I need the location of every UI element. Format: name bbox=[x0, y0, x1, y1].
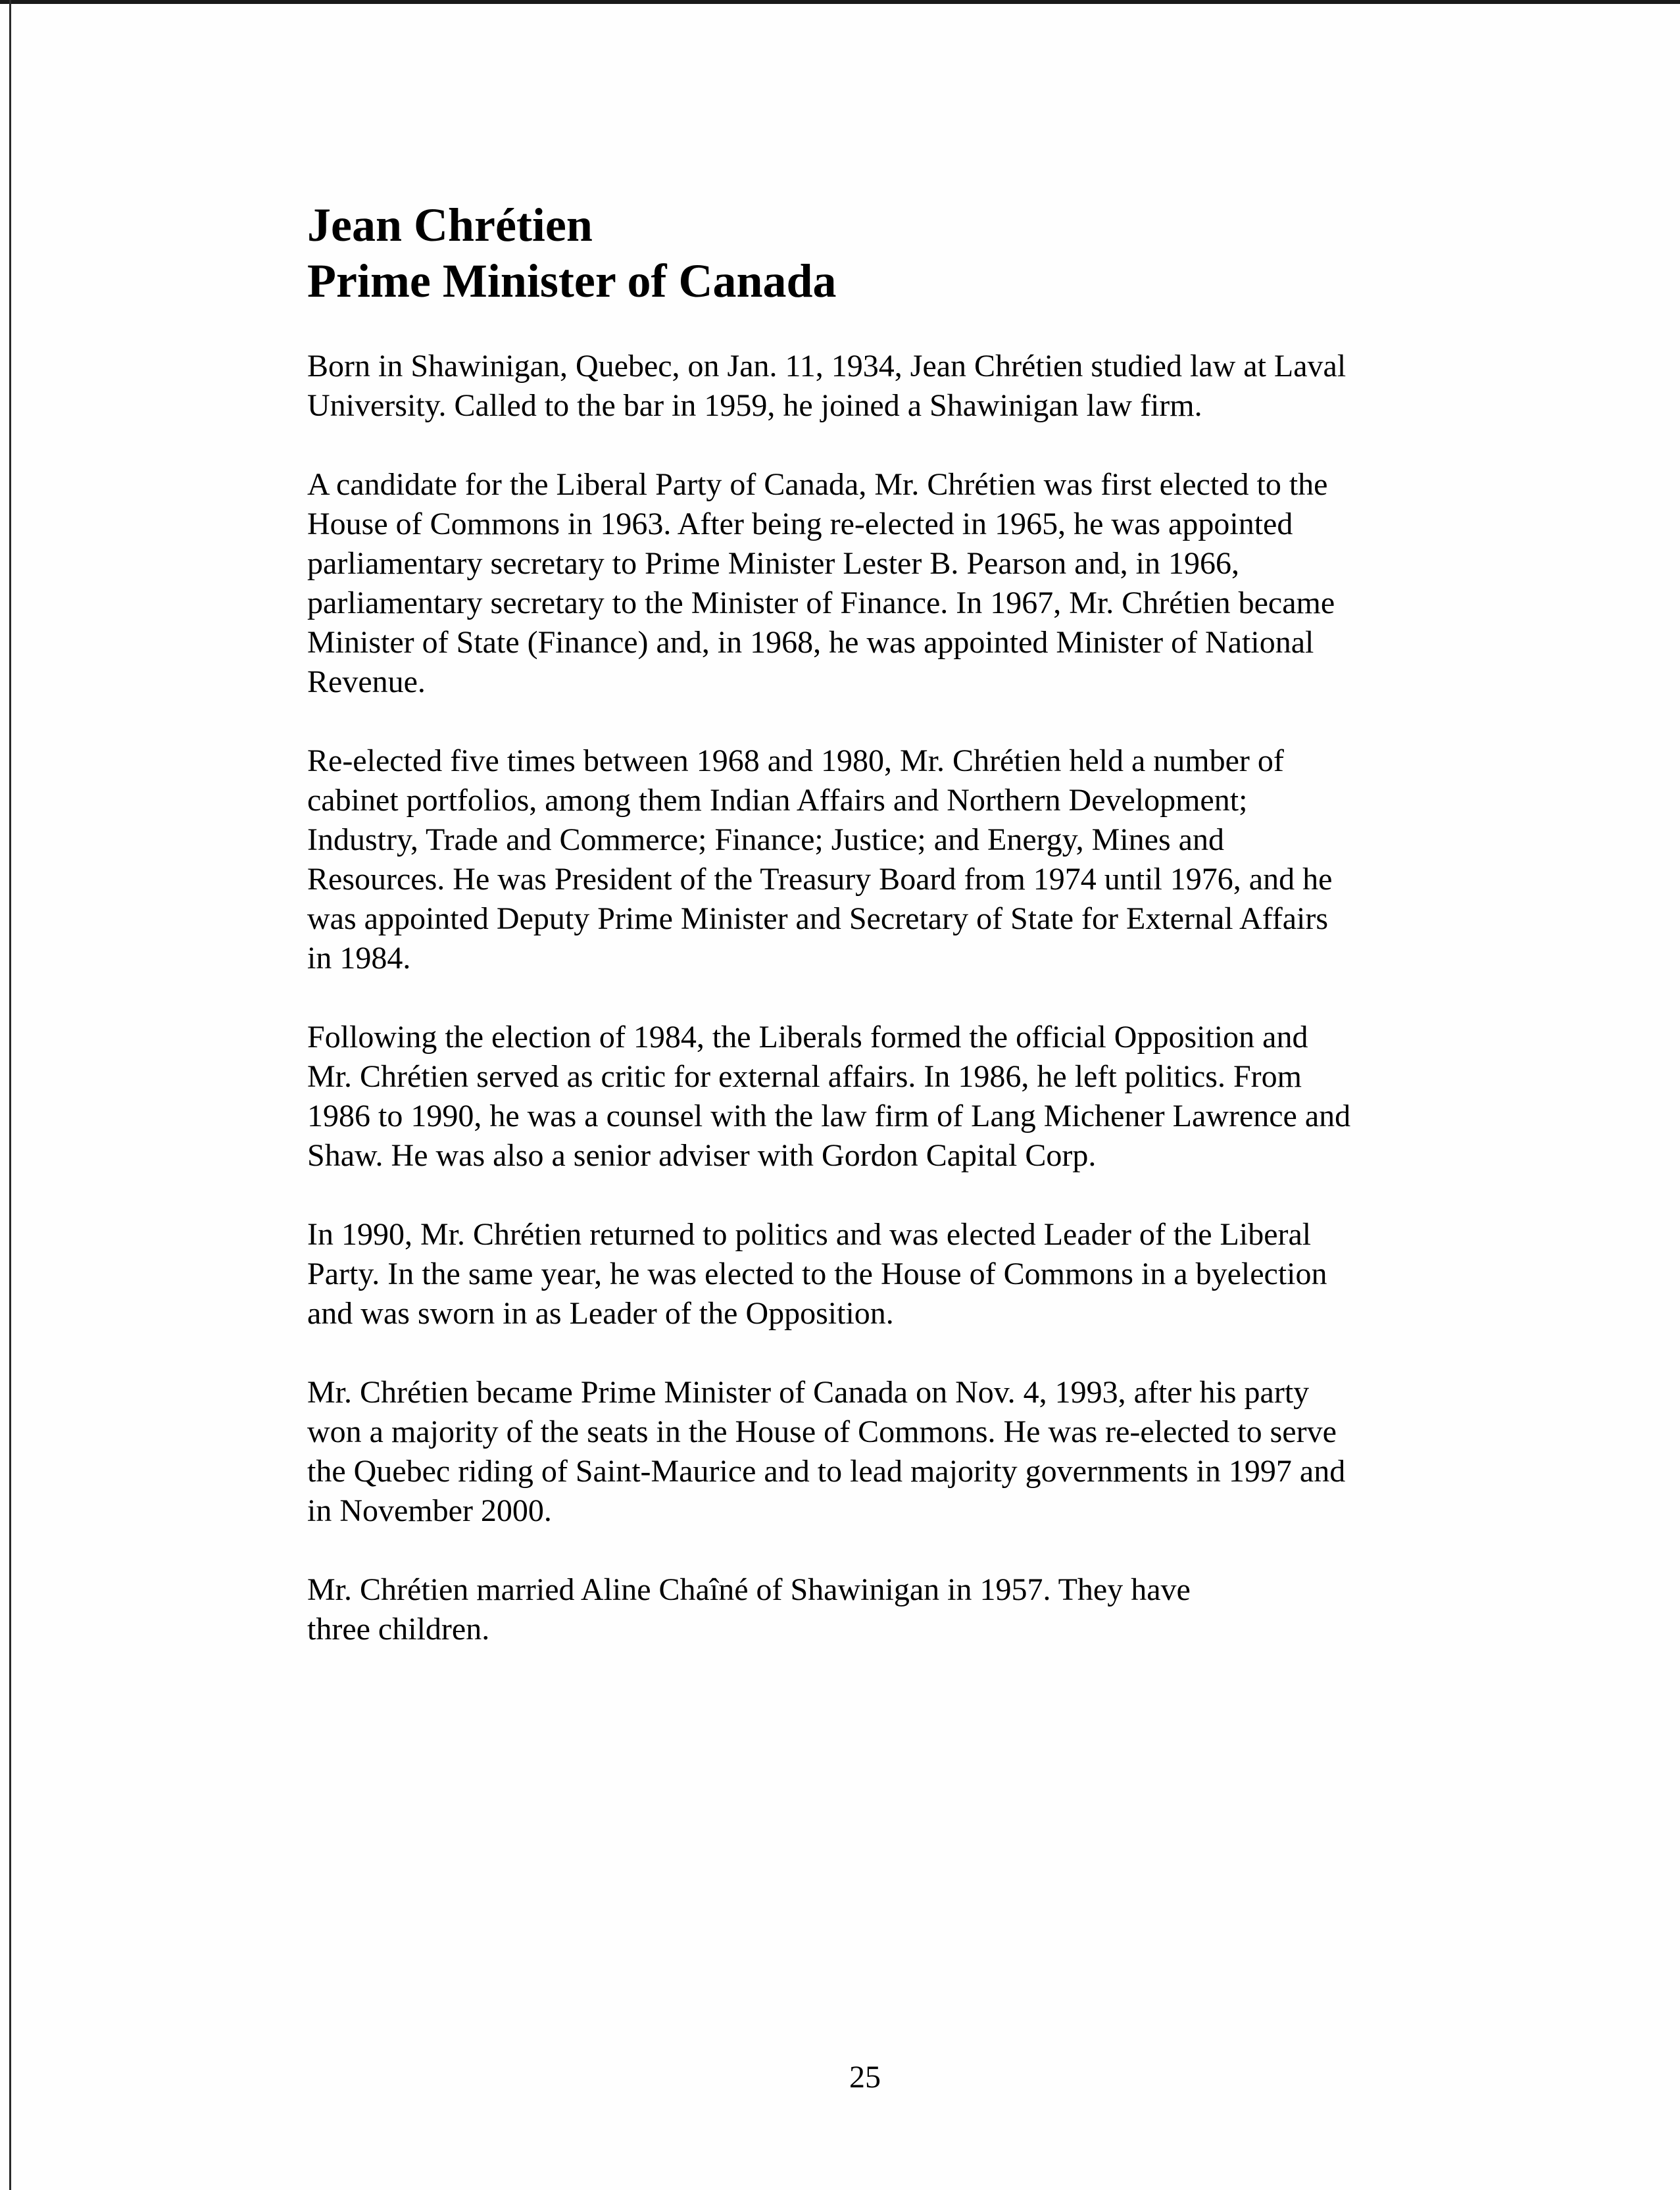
text-line: House of Commons in 1963. After being re-elected in 1965, he was appointed bbox=[307, 507, 1293, 541]
text-line: Party. In the same year, he was elected to the House of Commons in a byelection bbox=[307, 1257, 1327, 1291]
title-position: Prime Minister of Canada bbox=[307, 255, 837, 307]
text-line: Born in Shawinigan, Quebec, on Jan. 11, 1934, Jean Chrétien studied law at Laval bbox=[307, 349, 1346, 384]
text-line: Minister of State (Finance) and, in 1968, he was appointed Minister of National bbox=[307, 625, 1314, 660]
text-line: Shaw. He was also a senior adviser with Gordon Capital Corp. bbox=[307, 1138, 1097, 1173]
text-line: parliamentary secretary to Prime Minister Lester B. Pearson and, in 1966, bbox=[307, 546, 1239, 581]
biography-body bbox=[307, 347, 1439, 1689]
paragraph-early-career bbox=[307, 465, 1439, 702]
text-line: Mr. Chrétien served as critic for external affairs. In 1986, he left politics. From bbox=[307, 1059, 1302, 1094]
text-line: In 1990, Mr. Chrétien returned to politics and was elected Leader of the Liberal bbox=[307, 1217, 1312, 1252]
text-line: the Quebec riding of Saint-Maurice and to lead majority governments in 1997 and bbox=[307, 1454, 1346, 1489]
text-line: Following the election of 1984, the Liberals formed the official Opposition and bbox=[307, 1020, 1308, 1055]
page-number: 25 bbox=[849, 2060, 881, 2095]
text-line: Industry, Trade and Commerce; Finance; Justice; and Energy, Mines and bbox=[307, 822, 1224, 857]
text-line: was appointed Deputy Prime Minister and Secretary of State for External Affairs bbox=[307, 901, 1329, 936]
paragraph-cabinet bbox=[307, 741, 1439, 978]
text-line: parliamentary secretary to the Minister of Finance. In 1967, Mr. Chrétien became bbox=[307, 585, 1335, 620]
paragraph-family bbox=[307, 1570, 1439, 1649]
text-line: Re-elected five times between 1968 and 1980, Mr. Chrétien held a number of bbox=[307, 743, 1284, 778]
text-line: Resources. He was President of the Treasury Board from 1974 until 1976, and he bbox=[307, 862, 1333, 897]
text-line: cabinet portfolios, among them Indian Affairs and Northern Development; bbox=[307, 783, 1248, 818]
paragraph-return bbox=[307, 1215, 1439, 1333]
text-line: in 1984. bbox=[307, 941, 411, 976]
text-line: three children. bbox=[307, 1612, 490, 1647]
text-line: and was sworn in as Leader of the Opposition. bbox=[307, 1296, 894, 1331]
text-line: in November 2000. bbox=[307, 1493, 552, 1528]
text-line: 1986 to 1990, he was a counsel with the law firm of Lang Michener Lawrence and bbox=[307, 1099, 1351, 1133]
paragraph-opposition bbox=[307, 1018, 1439, 1176]
page-title bbox=[307, 197, 1491, 309]
paragraph-prime-minister bbox=[307, 1373, 1439, 1531]
text-line: Mr. Chrétien became Prime Minister of Canada on Nov. 4, 1993, after his party bbox=[307, 1375, 1310, 1410]
text-line: Revenue. bbox=[307, 664, 426, 699]
text-line: University. Called to the bar in 1959, he joined a Shawinigan law firm. bbox=[307, 388, 1202, 423]
text-line: won a majority of the seats in the House of Commons. He was re-elected to serve bbox=[307, 1414, 1337, 1449]
text-line: A candidate for the Liberal Party of Canada, Mr. Chrétien was first elected to the bbox=[307, 467, 1328, 502]
title-name: Jean Chrétien bbox=[307, 199, 593, 251]
text-line: Mr. Chrétien married Aline Chaîné of Shawinigan in 1957. They have bbox=[307, 1572, 1191, 1607]
paragraph-birth bbox=[307, 347, 1439, 426]
scan-edge-left bbox=[9, 0, 11, 2190]
scan-edge-top bbox=[0, 0, 1680, 4]
